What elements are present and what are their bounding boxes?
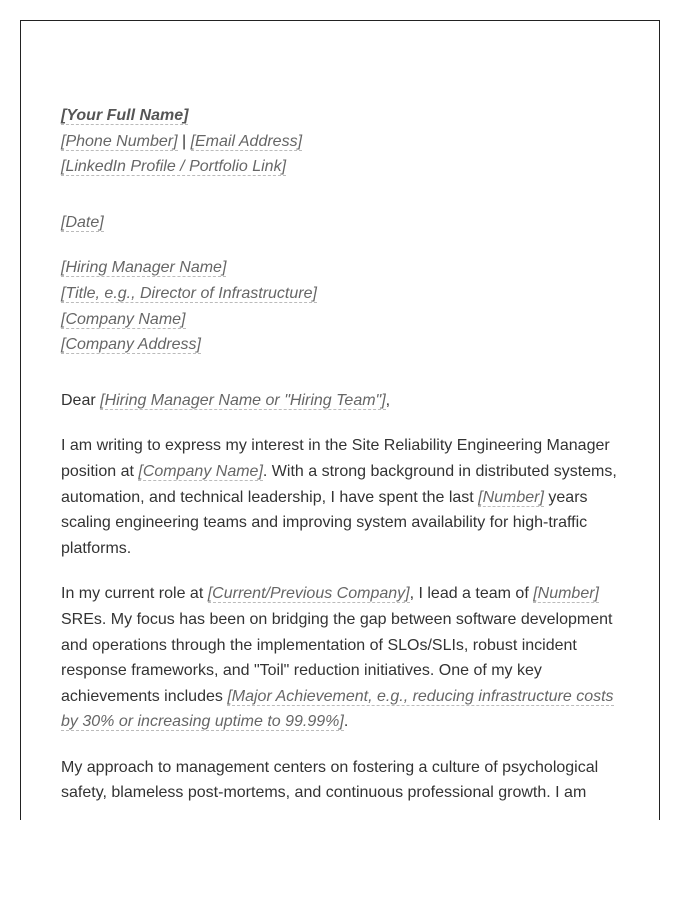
contact-separator: | [177,132,191,150]
paragraph-text: I am writing to express my interest in the Site Reliability Engineering Manager position at [61,437,610,480]
spacer [61,358,627,388]
email-placeholder[interactable]: [Email Address] [190,132,303,150]
sender-block [61,103,627,180]
paragraph-current-role [61,581,627,735]
major-achievement-placeholder[interactable]: [Major Achievement, e.g., reducing infrastructure costs by 30% or increasing uptime to 99.99%] [61,687,614,731]
years-number-placeholder[interactable]: [Number] [478,488,544,506]
paragraph-intro [61,433,627,561]
cover-letter-body [61,103,627,820]
paragraph-text: My approach to management centers on fostering a culture of psychological safety, blameless post-mortems, and continuous professional growth. I am [61,758,599,802]
company-name-placeholder[interactable]: [Company Name] [138,462,263,480]
salutation-name-placeholder[interactable]: [Hiring Manager Name or "Hiring Team"] [100,391,386,409]
paragraph-text: In my current role at [61,585,208,603]
full-name-placeholder[interactable]: [Your Full Name] [61,107,189,124]
date-placeholder[interactable]: [Date] [61,213,104,231]
current-company-placeholder[interactable]: [Current/Previous Company] [207,585,410,603]
paragraph-text: SREs. My focus has been on bridging the gap between software development and operations through the implementation of SLOs/SLIs, robust incident response frameworks, and "Toil" reduction initiatives. One of my key achievements includes [61,610,613,705]
paragraph-text: . [343,713,349,731]
recipient-block [61,255,627,357]
paragraph-text: , I lead a team of [409,585,534,603]
salutation [61,388,627,414]
salutation-prefix: Dear [61,391,101,409]
spacer [61,235,627,255]
salutation-suffix: , [385,391,391,409]
linkedin-placeholder[interactable]: [LinkedIn Profile / Portfolio Link] [61,158,287,176]
team-size-placeholder[interactable]: [Number] [533,585,599,603]
recipient-title-placeholder[interactable]: [Title, e.g., Director of Infrastructure] [61,284,317,302]
hiring-manager-placeholder[interactable]: [Hiring Manager Name] [61,259,227,277]
date-block [61,210,627,236]
paragraph-text: . With a strong background in distributed systems, automation, and technical leadership, I have spent the last [61,462,617,506]
paragraph-text: years scaling engineering teams and improving system availability for high-traffic platforms. [61,488,588,557]
spacer [61,180,627,210]
company-name-placeholder[interactable]: [Company Name] [61,310,186,328]
paragraph-management-approach [61,755,627,806]
phone-placeholder[interactable]: [Phone Number] [61,132,178,150]
document-page [20,20,660,820]
company-address-placeholder[interactable]: [Company Address] [61,336,201,354]
